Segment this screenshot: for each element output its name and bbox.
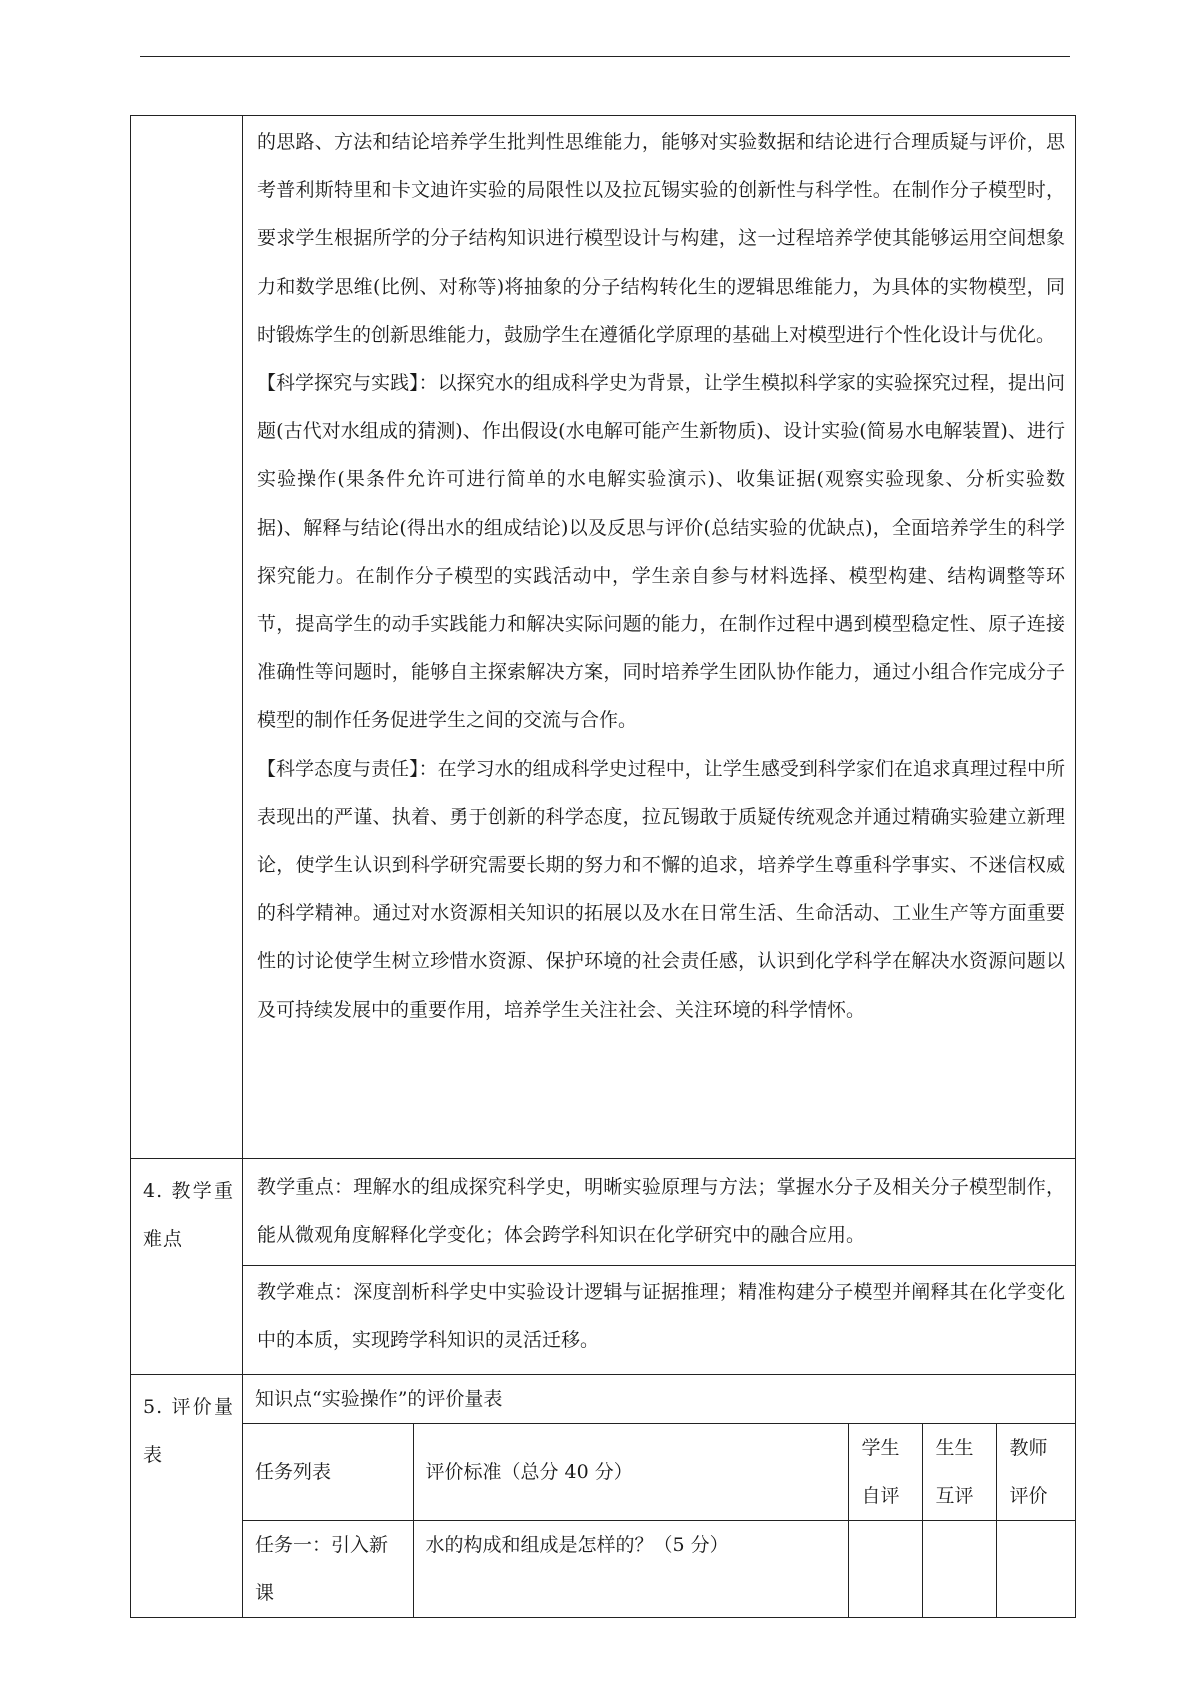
teacher-eval-cell[interactable] [997, 1521, 1075, 1618]
literacy-row [131, 116, 1076, 1159]
science-inquiry-paragraph: 【科学探究与实践】：以探究水的组成科学史为背景，让学生模拟科学家的实验探究过程，提出问题(古代对水组成的猜测)、作出假设(水电解可能产生新物质)、设计实验(简易水电解装置)、进行实验操作(果条件允许可进行简单的水电解实验演示)、收集证据(观察实验现象、分析实验数据)、解释与结论(得出水的组成结论)以及反思与评价(总结实验的优缺点)，全面培养学生的科学探究能力。在制作分子模型的实践活动中，学生亲自参与材料选择、模型构建、结构调整等环节，提高学生的动手实践能力和解决实际问题的能力，在制作过程中遇到模型稳定性、原子连接准确性等问题时，能够自主探索解决方案，同时培养学生团队协作能力，通过小组合作完成分子模型的制作任务促进学生之间的交流与合作。 [257, 372, 1065, 732]
key-points-row-difficulty [131, 1266, 1076, 1375]
key-points-label: 4. 教学重难点 [131, 1159, 243, 1375]
literacy-paragraph: 的思路、方法和结论培养学生批判性思维能力，能够对实验数据和结论进行合理质疑与评价，思考普利斯特里和卡文迪许实验的局限性以及拉瓦锡实验的创新性与科学性。在制作分子模型时，要求学生根据所学的分子结构知识进行模型设计与构建，这一过程培养学使其能够运用空间想象力和数学思维(比例、对称等)将抽象的分子结构转化生的逻辑思维能力，为具体的实物模型，同时锻炼学生的创新思维能力，鼓励学生在遵循化学原理的基础上对模型进行个性化设计与优化。 [257, 131, 1065, 346]
rubric-title-row [243, 1375, 1075, 1424]
header-teacher-eval: 教师评价 [997, 1424, 1075, 1521]
science-attitude-paragraph: 【科学态度与责任】：在学习水的组成科学史过程中，让学生感受到科学家们在追求真理过程中所表现出的严谨、执着、勇于创新的科学态度，拉瓦锡敢于质疑传统观念并通过精确实验建立新理论，使学生认识到科学研究需要长期的努力和不懈的追求，培养学生尊重科学事实、不迷信权威的科学精神。通过对水资源相关知识的拓展以及水在日常生活、生命活动、工业生产等方面重要性的讨论使学生树立珍惜水资源、保护环境的社会责任感，认识到化学科学在解决水资源问题以及可持续发展中的重要作用，培养学生关注社会、关注环境的科学情怀。 [257, 757, 1065, 1021]
teaching-focus-cell [243, 1159, 1076, 1266]
header-criteria: 评价标准（总分 40 分） [413, 1424, 849, 1521]
evaluation-label: 5. 评价量表 [131, 1375, 243, 1618]
evaluation-rubric-table [243, 1375, 1075, 1617]
header-rule [140, 56, 1070, 57]
self-eval-cell[interactable] [849, 1521, 923, 1618]
teaching-focus-text: 教学重点：理解水的组成探究科学史，明晰实验原理与方法；掌握水分子及相关分子模型制作，能从微观角度解释化学变化；体会跨学科知识在化学研究中的融合应用。 [257, 1176, 1065, 1247]
rubric-header-row [243, 1424, 1075, 1521]
peer-eval-cell[interactable] [923, 1521, 997, 1618]
header-task: 任务列表 [243, 1424, 413, 1521]
rubric-row [243, 1521, 1075, 1618]
lesson-plan-table [130, 115, 1076, 1618]
rubric-title: 知识点“实验操作”的评价量表 [243, 1375, 1075, 1424]
teaching-difficulty-text: 教学难点：深度剖析科学史中实验设计逻辑与证据推理；精准构建分子模型并阐释其在化学变化中的本质，实现跨学科知识的灵活迁移。 [257, 1281, 1065, 1352]
header-peer-eval: 生生互评 [923, 1424, 997, 1521]
teaching-difficulty-cell [243, 1266, 1076, 1375]
literacy-label-cell [131, 116, 243, 1159]
evaluation-row [131, 1375, 1076, 1618]
header-self-eval: 学生自评 [849, 1424, 923, 1521]
key-points-row-focus [131, 1159, 1076, 1266]
task-cell: 任务一：引入新课 [243, 1521, 413, 1618]
literacy-content-cell [243, 116, 1076, 1159]
evaluation-cell [243, 1375, 1076, 1618]
criteria-cell: 水的构成和组成是怎样的？（5 分） [413, 1521, 849, 1618]
